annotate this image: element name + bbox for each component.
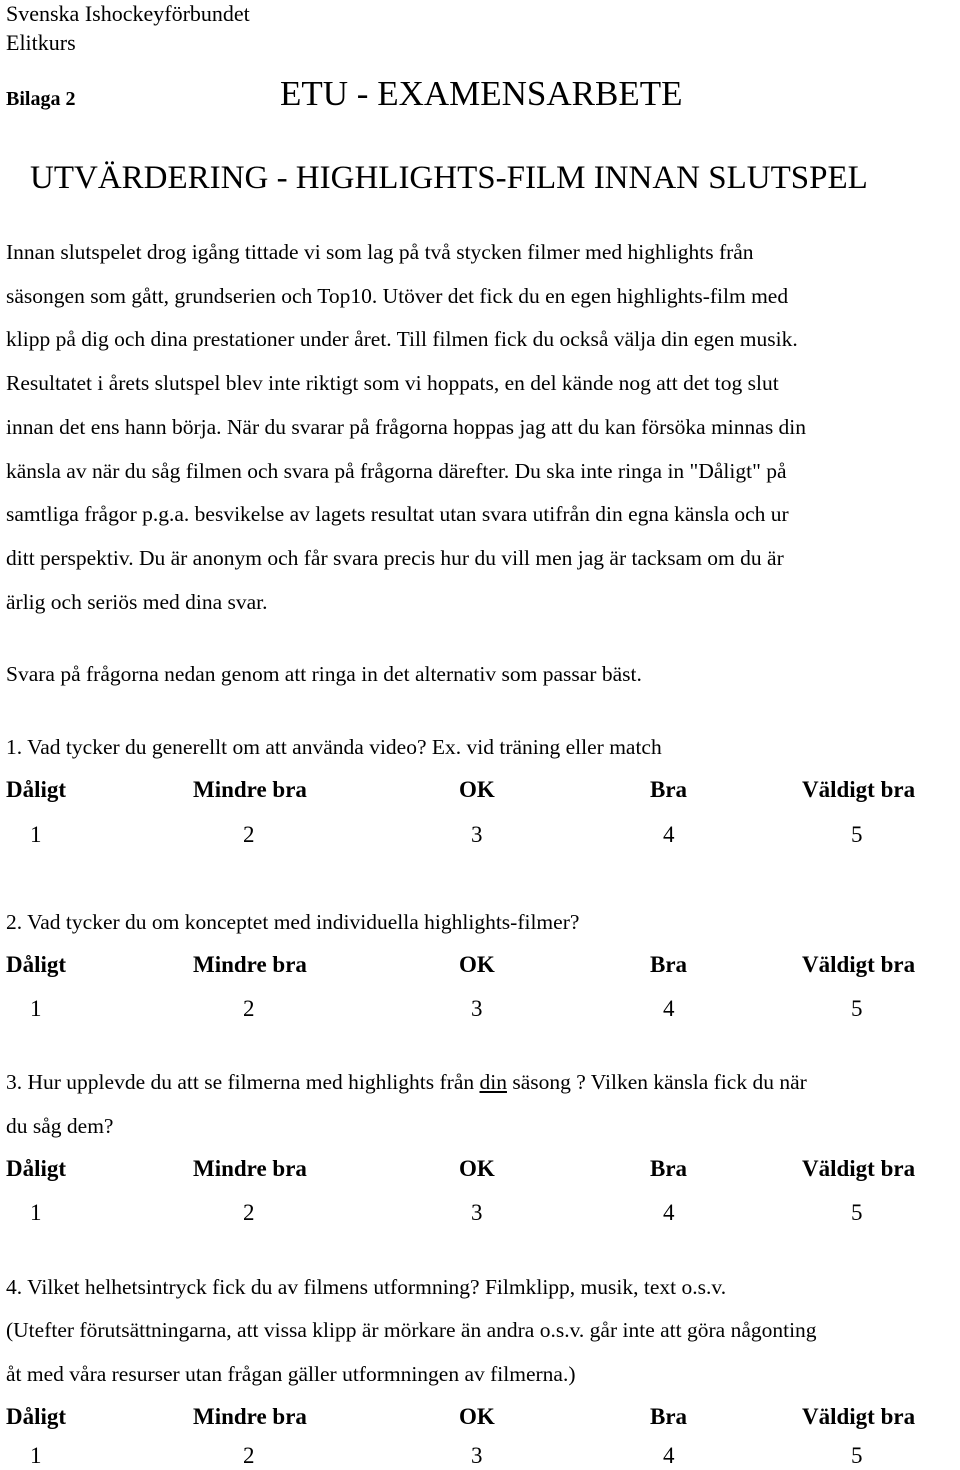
scale-option-2[interactable]: 2	[243, 822, 255, 847]
page-subtitle: UTVÄRDERING - HIGHLIGHTS-FILM INNAN SLUTSPEL	[30, 160, 868, 196]
scale-label-ok[interactable]: OK	[459, 1404, 495, 1429]
intro-line: ditt perspektiv. Du är anonym och får svara precis hur du vill men jag är tacksam om du är	[6, 546, 784, 570]
scale-label-daligt[interactable]: Dåligt	[6, 1156, 67, 1181]
intro-line: innan det ens hann börja. När du svarar på frågorna hoppas jag att du kan försöka minnas din	[6, 415, 807, 439]
scale-option-1[interactable]: 1	[30, 1443, 42, 1468]
scale-option-5[interactable]: 5	[851, 996, 863, 1021]
scale-label-valdigt-bra[interactable]: Väldigt bra	[802, 1156, 916, 1181]
course-name: Elitkurs	[6, 30, 76, 55]
scale-option-5[interactable]: 5	[851, 822, 863, 847]
scale-label-daligt[interactable]: Dåligt	[6, 952, 67, 977]
intro-line: säsongen som gått, grundserien och Top10. Utöver det fick du en egen highlights-film med	[6, 284, 789, 308]
page-title: ETU - EXAMENSARBETE	[280, 74, 683, 113]
scale-option-3[interactable]: 3	[471, 822, 483, 847]
scale-option-2[interactable]: 2	[243, 1200, 255, 1225]
question-2: 2. Vad tycker du om konceptet med individuella highlights-filmer?	[6, 910, 580, 934]
scale-label-valdigt-bra[interactable]: Väldigt bra	[802, 1404, 916, 1429]
question-3-continuation: du såg dem?	[6, 1114, 114, 1138]
scale-label-bra[interactable]: Bra	[650, 952, 688, 977]
question-3-emphasis: din	[479, 1070, 507, 1094]
scale-option-1[interactable]: 1	[30, 996, 42, 1021]
scale-option-5[interactable]: 5	[851, 1200, 863, 1225]
scale-label-mindre-bra[interactable]: Mindre bra	[193, 777, 307, 802]
scale-option-3[interactable]: 3	[471, 996, 483, 1021]
question-4: 4. Vilket helhetsintryck fick du av filmens utformning? Filmklipp, musik, text o.s.v.	[6, 1275, 727, 1299]
scale-label-daligt[interactable]: Dåligt	[6, 777, 67, 802]
scale-label-ok[interactable]: OK	[459, 777, 495, 802]
scale-label-ok[interactable]: OK	[459, 952, 495, 977]
scale-option-5[interactable]: 5	[851, 1443, 863, 1468]
question-3-text-b: säsong ? Vilken känsla fick du när	[506, 1070, 807, 1094]
intro-line: Resultatet i årets slutspel blev inte riktigt som vi hoppats, en del kände nog att det tog slut	[6, 371, 779, 395]
scale-option-2[interactable]: 2	[243, 996, 255, 1021]
scale-label-mindre-bra[interactable]: Mindre bra	[193, 952, 307, 977]
instruction-text: Svara på frågorna nedan genom att ringa in det alternativ som passar bäst.	[6, 662, 642, 686]
scale-label-bra[interactable]: Bra	[650, 1156, 688, 1181]
question-4-note-line-2: åt med våra resurser utan frågan gäller utformningen av filmerna.)	[6, 1362, 576, 1386]
scale-option-4[interactable]: 4	[663, 1200, 675, 1225]
scale-option-4[interactable]: 4	[663, 822, 675, 847]
scale-option-4[interactable]: 4	[663, 1443, 675, 1468]
intro-line: känsla av när du såg filmen och svara på frågorna därefter. Du ska inte ringa in "Dåligt" på	[6, 459, 787, 483]
scale-label-valdigt-bra[interactable]: Väldigt bra	[802, 952, 916, 977]
scale-label-daligt[interactable]: Dåligt	[6, 1404, 67, 1429]
intro-line: Innan slutspelet drog igång tittade vi som lag på två stycken filmer med highlights från	[6, 240, 754, 264]
organization-name: Svenska Ishockeyförbundet	[6, 1, 250, 26]
scale-option-3[interactable]: 3	[471, 1443, 483, 1468]
scale-option-3[interactable]: 3	[471, 1200, 483, 1225]
scale-label-bra[interactable]: Bra	[650, 1404, 688, 1429]
question-4-note-line-1: (Utefter förutsättningarna, att vissa klipp är mörkare än andra o.s.v. går inte att göra någonting	[6, 1318, 817, 1342]
scale-label-ok[interactable]: OK	[459, 1156, 495, 1181]
question-1: 1. Vad tycker du generellt om att använda video? Ex. vid träning eller match	[6, 735, 662, 759]
intro-line: ärlig och seriös med dina svar.	[6, 590, 268, 614]
scale-option-1[interactable]: 1	[30, 822, 42, 847]
scale-label-valdigt-bra[interactable]: Väldigt bra	[802, 777, 916, 802]
scale-option-2[interactable]: 2	[243, 1443, 255, 1468]
intro-line: samtliga frågor p.g.a. besvikelse av lagets resultat utan svara utifrån din egna känsla och ur	[6, 502, 789, 526]
question-3-text-a: 3. Hur upplevde du att se filmerna med highlights från	[6, 1070, 480, 1094]
scale-label-mindre-bra[interactable]: Mindre bra	[193, 1156, 307, 1181]
scale-label-bra[interactable]: Bra	[650, 777, 688, 802]
scale-label-mindre-bra[interactable]: Mindre bra	[193, 1404, 307, 1429]
scale-option-1[interactable]: 1	[30, 1200, 42, 1225]
question-3	[6, 1070, 807, 1095]
appendix-label: Bilaga 2	[6, 88, 76, 110]
scale-option-4[interactable]: 4	[663, 996, 675, 1021]
intro-line: klipp på dig och dina prestationer under året. Till filmen fick du också välja din egen musik.	[6, 327, 798, 351]
